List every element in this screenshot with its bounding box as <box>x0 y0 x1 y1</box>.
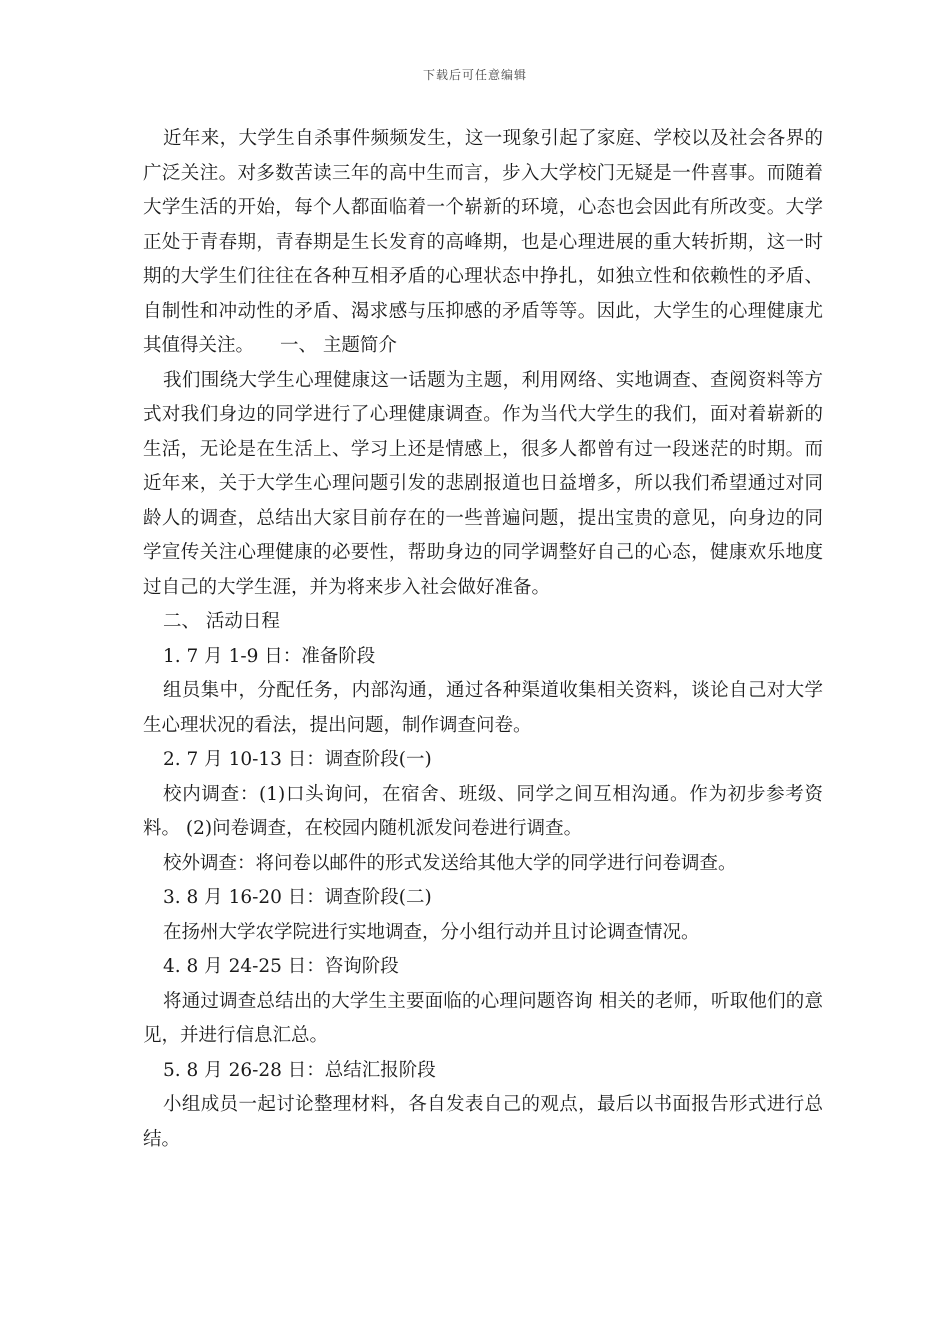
theme-paragraph: 我们围绕大学生心理健康这一话题为主题，利用网络、实地调查、查阅资料等方式对我们身边的同学进行了心理健康调查。作为当代大学生的我们，面对着崭新的生活，无论是在生活上、学习上还是情感上，很多人都曾有过一段迷茫的时期。而近年来，关于大学生心理问题引发的悲剧报道也日益增多，所以我们希望通过对同龄人的调查，总结出大家目前存在的一些普遍问题，提出宝贵的意见，向身边的同学宣传关注心理健康的必要性，帮助身边的同学调整好自己的心态，健康欢乐地度过自己的大学生涯，并为将来步入社会做好准备。 <box>143 369 823 598</box>
stage-title: 4. 8 月 24-25 日：咨询阶段 <box>163 956 399 977</box>
stage-paragraph: 在扬州大学农学院进行实地调查，分小组行动并且讨论调查情况。 <box>163 921 700 943</box>
stage-title: 2. 7 月 10-13 日：调查阶段(一) <box>163 749 432 770</box>
document-body <box>143 122 823 1157</box>
stage-title: 3. 8 月 16-20 日：调查阶段(二) <box>163 887 432 908</box>
section-heading-schedule: 二、 活动日程 <box>163 611 280 632</box>
stage-title: 5. 8 月 26-28 日：总结汇报阶段 <box>163 1059 436 1081</box>
intro-paragraph <box>143 122 823 364</box>
stage-paragraph: 校外调查：将问卷以邮件的形式发送给其他大学的同学进行问卷调查。 <box>163 852 737 874</box>
stage-paragraph: 将通过调查总结出的大学生主要面临的心理问题咨询 相关的老师，听取他们的意见，并进行信息汇总。 <box>143 990 823 1046</box>
section-heading-theme: 一、 主题简介 <box>280 335 397 356</box>
stage-title: 1. 7 月 1-9 日：准备阶段 <box>163 645 376 667</box>
stage-paragraph: 组员集中，分配任务，内部沟通，通过各种渠道收集相关资料，谈论自己对大学生心理状况的看法，提出问题，制作调查问卷。 <box>143 680 823 736</box>
intro-text: 近年来，大学生自杀事件频频发生，这一现象引起了家庭、学校以及社会各界的广泛关注。对多数苦读三年的高中生而言，步入大学校门无疑是一件喜事。而随着大学生活的开始，每个人都面临着一个崭新的环境，心态也会因此有所改变。大学正处于青春期，青春期是生长发育的高峰期，也是心理进展的重大转折期，这一时期的大学生们往往在各种互相矛盾的心理状态中挣扎，如独立性和依赖性的矛盾、自制性和冲动性的矛盾、渴求感与压抑感的矛盾等等。因此，大学生的心理健康尤其值得关注。 <box>143 128 823 356</box>
stage-paragraph: 小组成员一起讨论整理材料，各自发表自己的观点，最后以书面报告形式进行总结。 <box>143 1094 823 1150</box>
header-note: 下载后可任意编辑 <box>422 68 527 82</box>
stage-paragraph: 校内调查：(1)口头询问，在宿舍、班级、同学之间互相沟通。作为初步参考资料。 (2)问卷调查，在校园内随机派发问卷进行调查。 <box>143 783 823 839</box>
